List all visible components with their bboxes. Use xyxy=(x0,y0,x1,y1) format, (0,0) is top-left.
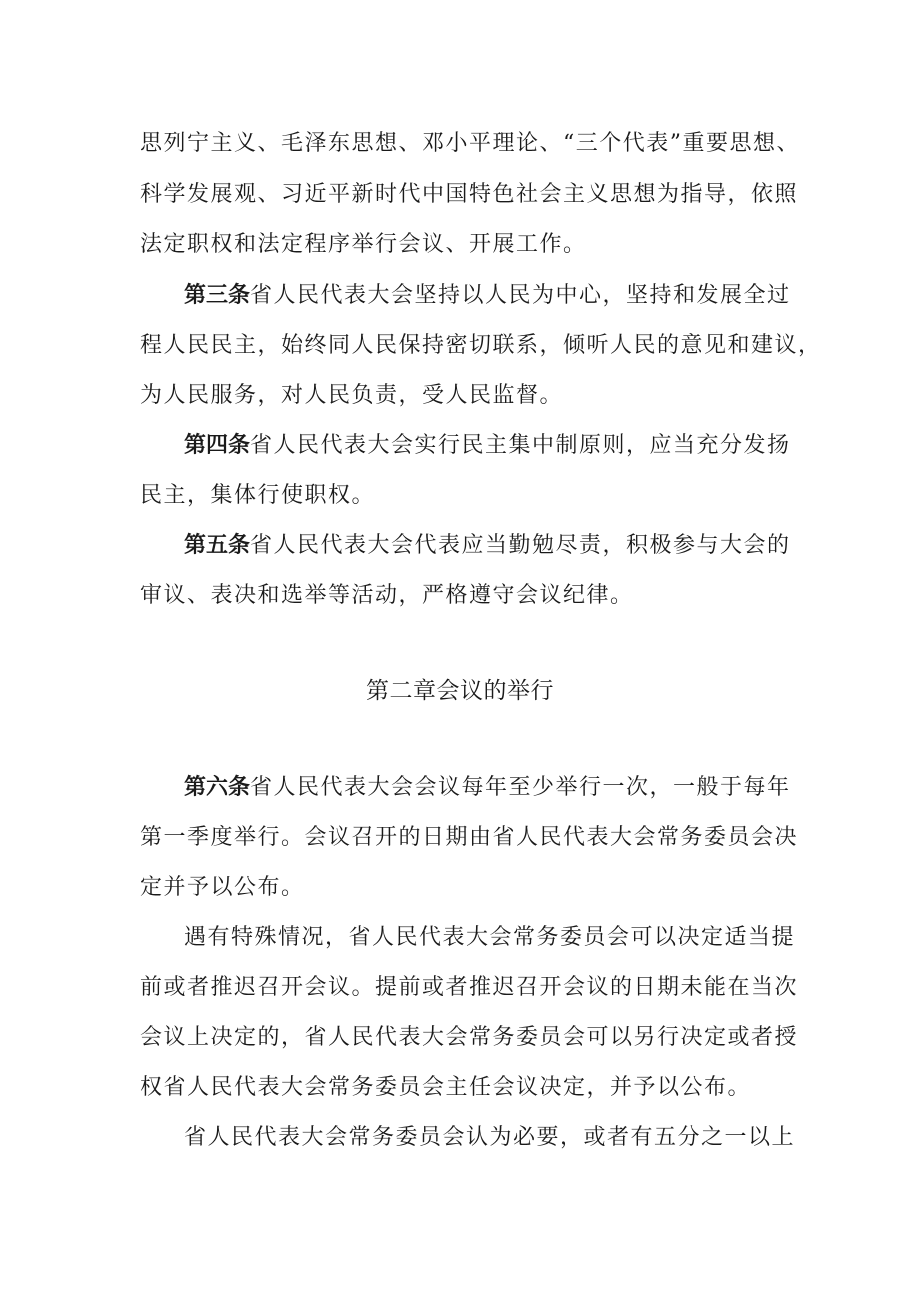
article-4-text: 省人民代表大会实行民主集中制原则，应当充分发扬 xyxy=(250,433,791,458)
paragraph-2-line-1: 遇有特殊情况，省人民代表大会常务委员会可以决定适当提 xyxy=(184,925,796,950)
article-6-line-2: 第一季度举行。会议召开的日期由省人民代表大会常务委员会决 xyxy=(140,825,799,850)
paragraph-2-line-4: 权省人民代表大会常务委员会主任会议决定，并予以公布。 xyxy=(140,1075,752,1100)
paragraph-2-line-2: 前或者推迟召开会议。提前或者推迟召开会议的日期未能在当次 xyxy=(140,975,799,1000)
paragraph-3-line-1: 省人民代表大会常务委员会认为必要，或者有五分之一以上 xyxy=(184,1125,796,1150)
article-6-line-1 xyxy=(184,774,791,802)
article-4-line-2: 民主，集体行使职权。 xyxy=(140,483,376,508)
chapter-2-heading: 第二章会议的举行 xyxy=(366,678,554,704)
paragraph-2-line-3: 会议上决定的，省人民代表大会常务委员会可以另行决定或者授 xyxy=(140,1025,799,1050)
article-5-line-2: 审议、表决和选举等活动，严格遵守会议纪律。 xyxy=(140,583,634,608)
article-6-label: 第六条 xyxy=(184,775,251,800)
intro-line-1: 思列宁主义、毛泽东思想、邓小平理论、“三个代表”重要思想、 xyxy=(140,131,800,156)
article-5-line-1 xyxy=(184,532,791,560)
article-4-line-1 xyxy=(184,432,791,460)
article-3-label: 第三条 xyxy=(184,283,251,308)
intro-line-2: 科学发展观、习近平新时代中国特色社会主义思想为指导，依照 xyxy=(140,182,799,207)
article-3-line-3: 为人民服务，对人民负责，受人民监督。 xyxy=(140,383,564,408)
article-6-text: 省人民代表大会会议每年至少举行一次，一般于每年 xyxy=(250,775,791,800)
article-3-line-1 xyxy=(184,282,791,310)
article-4-label: 第四条 xyxy=(184,433,251,458)
article-5-text: 省人民代表大会代表应当勤勉尽责，积极参与大会的 xyxy=(250,533,791,558)
article-3-text: 省人民代表大会坚持以人民为中心，坚持和发展全过 xyxy=(250,283,791,308)
article-3-line-2: 程人民民主，始终同人民保持密切联系，倾听人民的意见和建议， xyxy=(140,333,822,358)
article-5-label: 第五条 xyxy=(184,533,251,558)
article-6-line-3: 定并予以公布。 xyxy=(140,875,305,900)
intro-line-3: 法定职权和法定程序举行会议、开展工作。 xyxy=(140,232,587,257)
